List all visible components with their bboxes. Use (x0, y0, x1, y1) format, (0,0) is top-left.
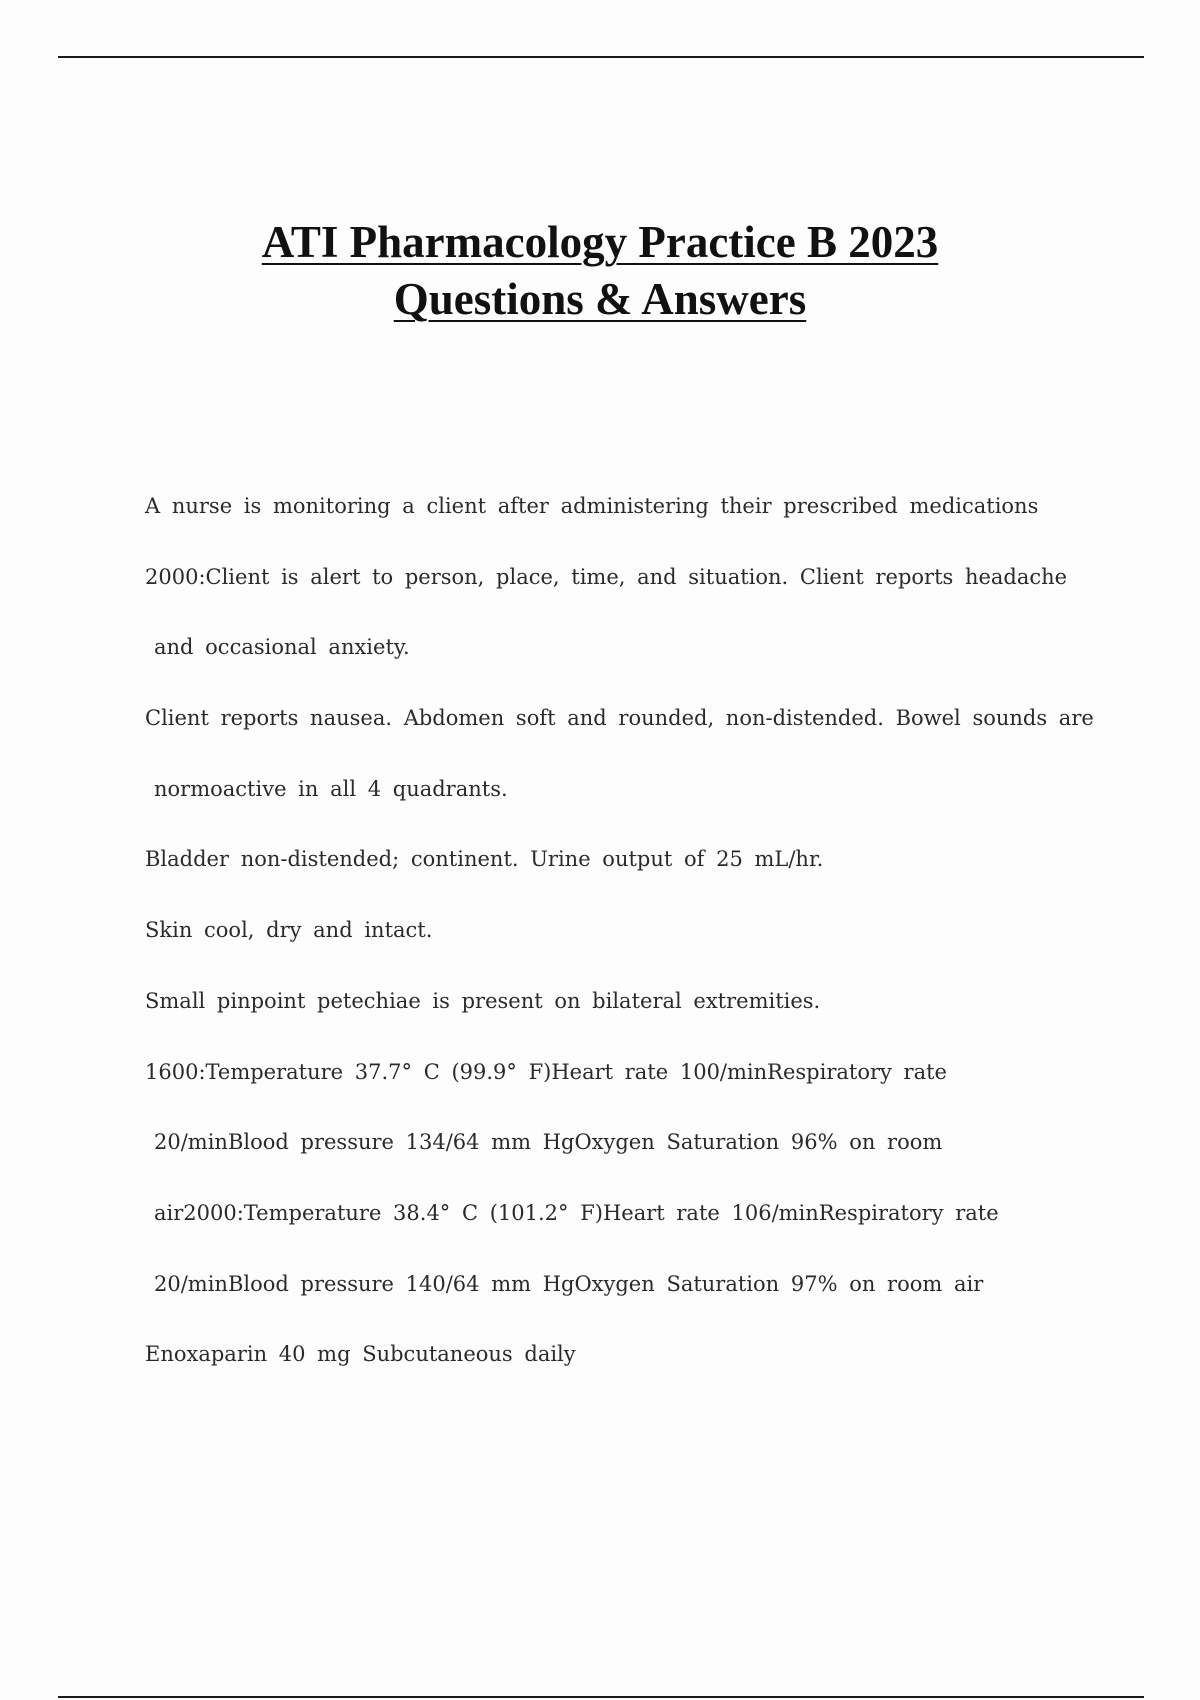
text-line: and occasional anxiety. (154, 635, 410, 660)
top-rule (58, 56, 1144, 58)
bottom-rule (58, 1696, 1144, 1698)
title-line-1: ATI Pharmacology Practice B 2023 (261, 217, 939, 267)
text-line: Client reports nausea. Abdomen soft and rounded, non-distended. Bowel sounds are (145, 706, 1094, 731)
text-line: 20/minBlood pressure 140/64 mm HgOxygen Saturation 97% on room air (154, 1271, 984, 1296)
text-line: normoactive in all 4 quadrants. (154, 776, 508, 801)
text-line: Small pinpoint petechiae is present on bilateral extremities. (145, 988, 821, 1013)
question-stem (145, 491, 1105, 1410)
text-line: Bladder non-distended; continent. Urine output of 25 mL/hr. (145, 847, 824, 872)
text-line: A nurse is monitoring a client after administering their prescribed medications (145, 494, 1039, 518)
text-line: 20/minBlood pressure 134/64 mm HgOxygen Saturation 96% on room (154, 1130, 943, 1155)
text-line: 2000:Client is alert to person, place, time, and situation. Client reports headache (145, 564, 1068, 589)
title-line-2: Questions & Answers (393, 274, 807, 324)
text-line: 1600:Temperature 37.7° C (99.9° F)Heart rate 100/minRespiratory rate (145, 1059, 947, 1084)
text-line: Enoxaparin 40 mg Subcutaneous daily (145, 1342, 576, 1367)
text-line: air2000:Temperature 38.4° C (101.2° F)Heart rate 106/minRespiratory rate (154, 1200, 999, 1225)
document-title (0, 214, 1200, 328)
text-line: Skin cool, dry and intact. (145, 918, 433, 943)
